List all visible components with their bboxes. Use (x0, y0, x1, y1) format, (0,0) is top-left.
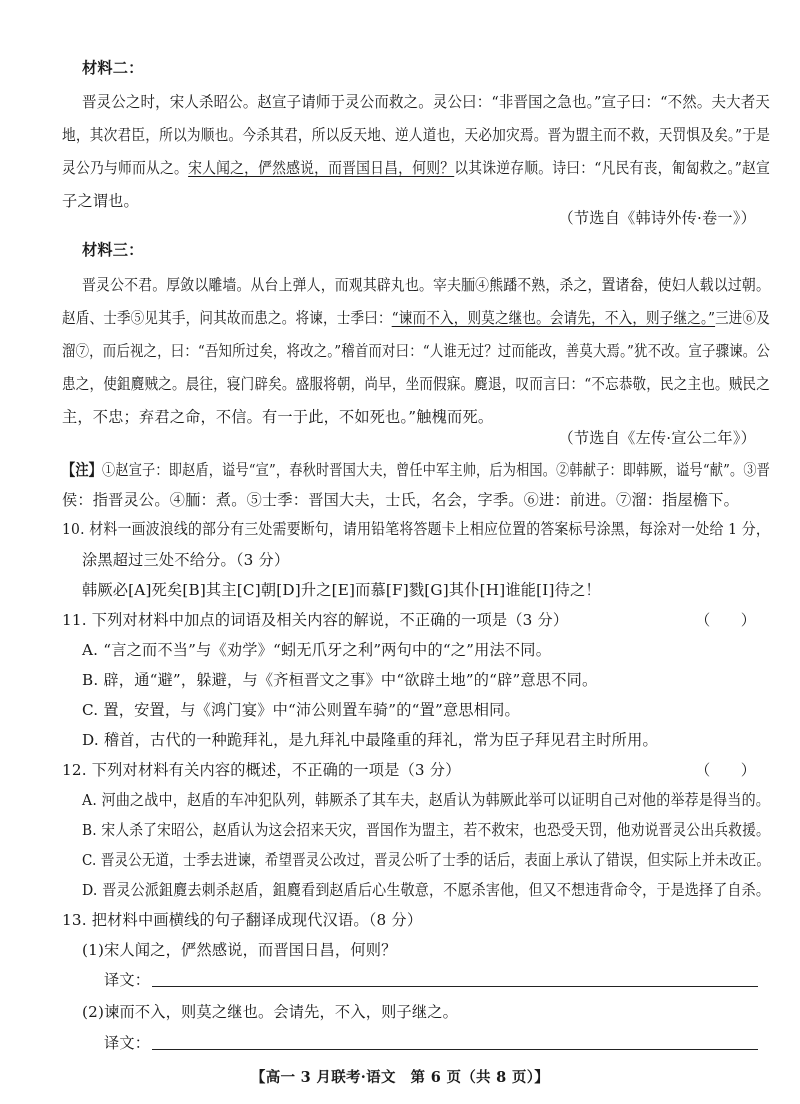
q11-answer-bracket[interactable]: （ ） (695, 611, 756, 629)
material3-line-2-post: 三进⑥及 (715, 309, 771, 327)
notes-line-1 (62, 460, 770, 480)
q12-answer-bracket[interactable]: （ ） (695, 761, 756, 779)
material3-heading: 材料三： (82, 241, 144, 259)
material3-source: （节选自《左传·宣公二年》） (558, 429, 756, 447)
q12-option-b[interactable]: B. 宋人杀了宋昭公，赵盾认为这会招来天灾，晋国作为盟主，若不救宋，也恐受天罚，他劝说晋灵公出兵救援。 (82, 821, 770, 839)
q12-option-d[interactable]: D. 晋灵公派鉏麑去刺杀赵盾，鉏麑看到赵盾后心生敬意，不愿杀害他，但又不想违背命令，于是选择了自杀。 (82, 881, 771, 899)
notes-line-2: 侯：指晋灵公。④胹：煮。⑤士季：晋国大夫，士氏，名会，字季。⑥进：前进。⑦溜：指屋檐下。 (62, 491, 740, 509)
material2-line-2: 地，其次君臣，所以为顺也。今杀其君，所以反天地、逆人道也，天必加灾焉。晋为盟主而不救，天罚惧及矣。”于是 (62, 126, 770, 144)
material2-source: （节选自《韩诗外传·卷一》） (558, 209, 756, 227)
q10-stem-line-1: 10. 材料一画波浪线的部分有三处需要断句，请用铅笔将答题卡上相应位置的答案标号涂黑，每涂对一处给 1 分， (62, 520, 770, 538)
material3-line-1: 晋灵公不君。厚敛以雕墙。从台上弹人，而观其辟丸也。宰夫胹④熊蹯不熟，杀之，置诸畚，使妇人载以过朝。 (82, 276, 771, 294)
q11-option-c[interactable]: C. 置，安置，与《鸿门宴》中“沛公则置车骑”的“置”意思相同。 (82, 701, 520, 719)
q11-option-b[interactable]: B. 辟，通“避”，躲避，与《齐桓晋文之事》中“欲辟土地”的“辟”意思不同。 (82, 671, 598, 689)
material3-line-3: 溜⑦，而后视之，曰：“吾知所过矣，将改之。”稽首而对曰：“人谁无过？过而能改，善莫大焉。”犹不改。宣子骤谏。公 (62, 342, 770, 360)
material2-line-4: 子之谓也。 (62, 192, 139, 210)
q10-stem-line-2: 涂黑超过三处不给分。（3 分） (82, 551, 290, 569)
material3-line-2 (62, 308, 770, 328)
q13-answer-line-1[interactable] (152, 986, 758, 987)
q13-answer-label-2: 译文： (104, 1034, 151, 1052)
q11-stem: 11. 下列对材料中加点的词语及相关内容的解说，不正确的一项是（3 分） (62, 611, 569, 629)
material3-line-5: 主，不忠；弃君之命，不信。有一于此，不如死也。”触槐而死。 (62, 408, 494, 426)
q10-sentence: 韩厥必[A]死矣[B]其主[C]朝[D]升之[E]而慕[F]戮[G]其仆[H]谁能[I]待之！ (82, 581, 601, 599)
q13-answer-label-1: 译文： (104, 971, 151, 989)
material3-line-2-pre: 赵盾、士季⑤见其手，问其故而患之。将谏，士季曰： (62, 309, 392, 327)
q13-sentence-1: (1)宋人闻之，俨然感说，而晋国日昌，何则？ (82, 941, 397, 959)
q11-option-a[interactable]: A. “言之而不当”与《劝学》“蚓无爪牙之利”两句中的“之”用法不同。 (82, 641, 552, 659)
notes-label: 【注】 (62, 461, 103, 479)
q13-answer-line-2[interactable] (152, 1049, 758, 1050)
q12-option-a[interactable]: A. 河曲之战中，赵盾的车冲犯队列，韩厥杀了其车夫，赵盾认为韩厥此举可以证明自己对他的举荐是得当的。 (82, 791, 771, 809)
q13-stem: 13. 把材料中画横线的句子翻译成现代汉语。（8 分） (62, 911, 423, 929)
underlined-sentence-2: “谏而不入，则莫之继也。会请先，不入，则子继之。” (391, 309, 716, 327)
material2-line-3-post: 以其诛逆存顺。诗曰：“凡民有丧，匍匐救之。”赵宣 (454, 159, 770, 177)
underlined-sentence-1: 宋人闻之，俨然感说，而晋国日昌，何则？ (188, 159, 455, 177)
material2-heading: 材料二： (82, 59, 144, 77)
q12-stem: 12. 下列对材料有关内容的概述，不正确的一项是（3 分） (62, 761, 461, 779)
material2-line-3 (62, 158, 770, 178)
q13-sentence-2: (2)谏而不入，则莫之继也。会请先，不入，则子继之。 (82, 1003, 459, 1021)
notes-text-1: ①赵宣子：即赵盾，谥号“宣”，春秋时晋国大夫，曾任中军主帅，后为相国。②韩献子：即韩厥，谥号“献”。③晋 (102, 461, 771, 479)
q12-option-c[interactable]: C. 晋灵公无道，士季去进谏，希望晋灵公改过，晋灵公听了士季的话后，表面上承认了错误，但实际上并未改正。 (82, 851, 771, 869)
material2-line-3-pre: 灵公乃与师而从之。 (62, 159, 189, 177)
material3-line-4: 患之，使鉏麑贼之。晨往，寝门辟矣。盛服将朝，尚早，坐而假寐。麑退，叹而言曰：“不忘恭敬，民之主也。贼民之 (62, 375, 770, 393)
material2-line-1: 晋灵公之时，宋人杀昭公。赵宣子请师于灵公而救之。灵公曰：“非晋国之急也。”宣子曰：“不然。夫大者天 (82, 93, 770, 111)
q11-option-d[interactable]: D. 稽首，古代的一种跪拜礼，是九拜礼中最隆重的拜礼，常为臣子拜见君主时所用。 (82, 731, 658, 749)
page-footer: 【高一 3 月联考·语文 第 6 页（共 8 页）】 (250, 1069, 550, 1086)
